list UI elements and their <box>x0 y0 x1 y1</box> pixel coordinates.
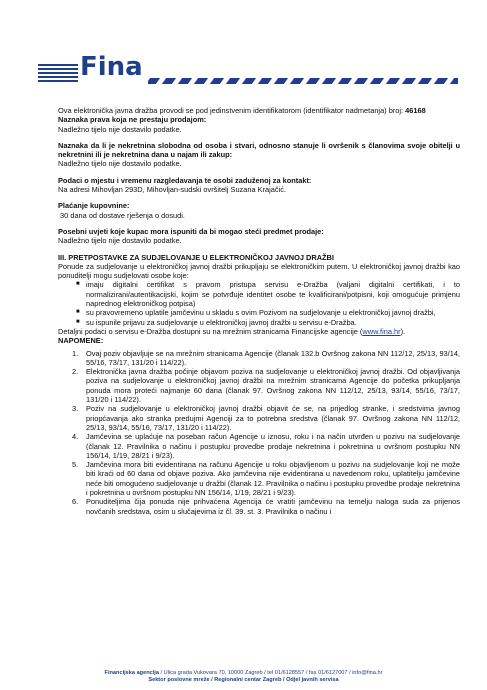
note-item <box>58 367 460 404</box>
fina-website-link[interactable]: www.fina.hr <box>362 326 401 336</box>
note-item <box>58 349 460 368</box>
intro-text: Ova elektronička javna dražba provodi se pod jedinstvenim identifikatorom (identifikator nadmetanja) broj: <box>58 106 404 115</box>
notes-list <box>58 349 460 516</box>
notes-heading: NAPOMENE: <box>58 336 104 346</box>
fina-logo-stripes <box>38 64 78 84</box>
section-title: Plaćanje kupovnine: <box>58 201 130 211</box>
requirements-list <box>58 280 460 326</box>
section-title: Naznaka prava koja ne prestaju prodajom: <box>58 115 207 125</box>
section-3-heading: III. PRETPOSTAVKE ZA SUDJELOVANJE U ELEKTRONIČKOJ JAVNOJ DRAŽBI <box>58 252 334 262</box>
note-number: 5. <box>72 460 79 470</box>
section-title: Posebni uvjeti koje kupac mora ispuniti da bi mogao steći predmet prodaje: <box>58 226 324 236</box>
fina-logo: Fina <box>80 52 143 82</box>
details-paragraph <box>58 327 460 336</box>
intro-paragraph <box>58 106 460 115</box>
note-item <box>58 432 460 460</box>
note-number: 6. <box>72 497 79 507</box>
section-body: Nadležno tijelo nije dostavilo podatke. <box>58 124 182 134</box>
note-number: 2. <box>72 367 79 377</box>
note-text: Elektronička javna dražba počinje objavom poziva na sudjelovanje u elektroničkoj javnoj dražbi. Od objavljivanja poziva na sudjelovanje u elektroničkoj javnoj dražbi na mrežnim stranicama Agencije do početka prikupljanja ponuda mora proteći najmanje 60 dana (članak 97. Ovršnog zakona NN 112/12, 25/13, 93/14, 55/16, 73/17, 131/20 i 114/22). <box>86 367 460 405</box>
note-item <box>58 497 460 516</box>
footer-address-line <box>0 670 487 677</box>
details-text: Detaljni podaci o servisu e-Dražba dostupni su na mrežnim stranicama Financijske agencije ( <box>58 326 363 336</box>
note-text: Jamčevina se uplaćuje na poseban račun Agencije u iznosu, roku i na način utvrđen u pozivu na sudjelovanje (članak 12. Pravilnika o načinu i postupku provedbe prodaje nekretnina i pokretnina u ovršnom postupku NN 156/14, 1/19, 28/21 i 9/23). <box>86 432 460 460</box>
section-payment <box>58 201 460 220</box>
header-dash-decoration <box>148 78 458 84</box>
footer-agency-name: Financijska agencija <box>104 670 159 676</box>
section-rights <box>58 115 460 134</box>
section-body: Nadležno tijelo nije dostavilo podatke. <box>58 159 182 169</box>
note-text: Jamčevina mora biti evidentirana na računu Agencije u roku objavljenom u pozivu na sudjelovanje koji ne može biti kraći od 60 dana od objave poziva. Ako jamčevina nije evidentirana u navedenom roku, uplatitelju jamčevine neće biti omogućeno sudjelovanje u dražbi (članak 12. Pravilnika o načinu i postupku provedbe prodaje nekretnina i pokretnina u ovršnom postupku NN 156/14, 1/19, 28/21 i 9/23). <box>86 460 460 497</box>
note-number: 4. <box>72 432 79 442</box>
section-title: Podaci o mjestu i vremenu razgledavanja te osobi zaduženoj za kontakt: <box>58 175 312 185</box>
footer-department: Sektor poslovne mreže / Regionalni centar Zagreb / Odjel javnih servisa <box>148 677 339 683</box>
section-body: Nadležno tijelo nije dostavilo podatke. <box>58 236 182 246</box>
note-text: Ponuditeljima čija ponuda nije prihvaćena Agencija će vratiti jamčevinu na temelju naloga suda za prijenos novčanih sredstava, osim u slučajevima iz čl. 39. st. 3. Pravilnika o načinu i <box>86 497 460 516</box>
page-header <box>0 0 487 100</box>
section-viewing <box>58 176 460 195</box>
note-item <box>58 460 460 497</box>
note-text: Poziv na sudjelovanje u elektroničkoj javnoj dražbi objavit će se, na prijedlog stranke, i sredstvima javnog priopćavanja ako stranka predujmi Agenciji za to potrebna sredstva (članak 97. Ovršnog zakona NN 112/12, 25/13, 93/14, 55/16, 73/17, 131/20 i 114/22). <box>86 404 460 432</box>
list-item: ■ imaju digitalni certifikat s pravom pristupa servisu e-Dražba (valjani digitalni certifikati, i to normalizirani/autentikacijski, kojim se potvrđuje identitet osobe te kvalificirani/potpisni, koji omogućuje primjenu naprednog elektroničkog potpisa) <box>58 280 460 308</box>
section-occupancy <box>58 141 460 169</box>
section-body: 30 dana od dostave rješenja o dosudi. <box>58 210 185 220</box>
section-conditions <box>58 227 460 246</box>
note-number: 1. <box>72 348 79 358</box>
note-item <box>58 404 460 432</box>
note-number: 3. <box>72 404 79 414</box>
page-footer <box>0 670 487 684</box>
list-item: ■ su pravovremeno uplatile jamčevinu u skladu s ovim Pozivom na sudjelovanje u elektroničkoj javnoj dražbi, <box>58 308 460 317</box>
auction-id: 46168 <box>405 106 426 115</box>
footer-contact: / Ulica grada Vukovara 70, 10000 Zagreb / tel 01/6128557 / fax 01/6127007 / info@fina.hr <box>158 670 383 676</box>
document-body <box>58 106 460 516</box>
details-end: ). <box>400 326 406 336</box>
note-text: Ovaj poziv objavljuje se na mrežnim stranicama Agencije (članak 132.b Ovršnog zakona NN 112/12, 25/13, 93/14, 55/16, 73/17, 131/20 i 114/22). <box>86 348 460 367</box>
list-item: ■ su ispunile prijavu za sudjelovanje u elektroničkoj javnoj dražbi u servisu e-Dražba. <box>58 318 460 327</box>
section-body: Na adresi Mihovljan 293D, Mihovljan-sudski ovršitelj Suzana Krajačić. <box>58 185 286 195</box>
section-title: Naznaka da li je nekretnina slobodna od osoba i stvari, odnosno stanuje li ovršenik s članovima svoje obitelji u nekretnini ili je nekretnina dana u najam ili zakup: <box>58 140 460 160</box>
section-3-intro: Ponude za sudjelovanje u elektroničkoj javnoj dražbi prikupljaju se elektroničkim putem. U elektroničkoj javnoj dražbi kao ponuditelji mogu sudjelovati osobe koje: <box>58 261 460 281</box>
